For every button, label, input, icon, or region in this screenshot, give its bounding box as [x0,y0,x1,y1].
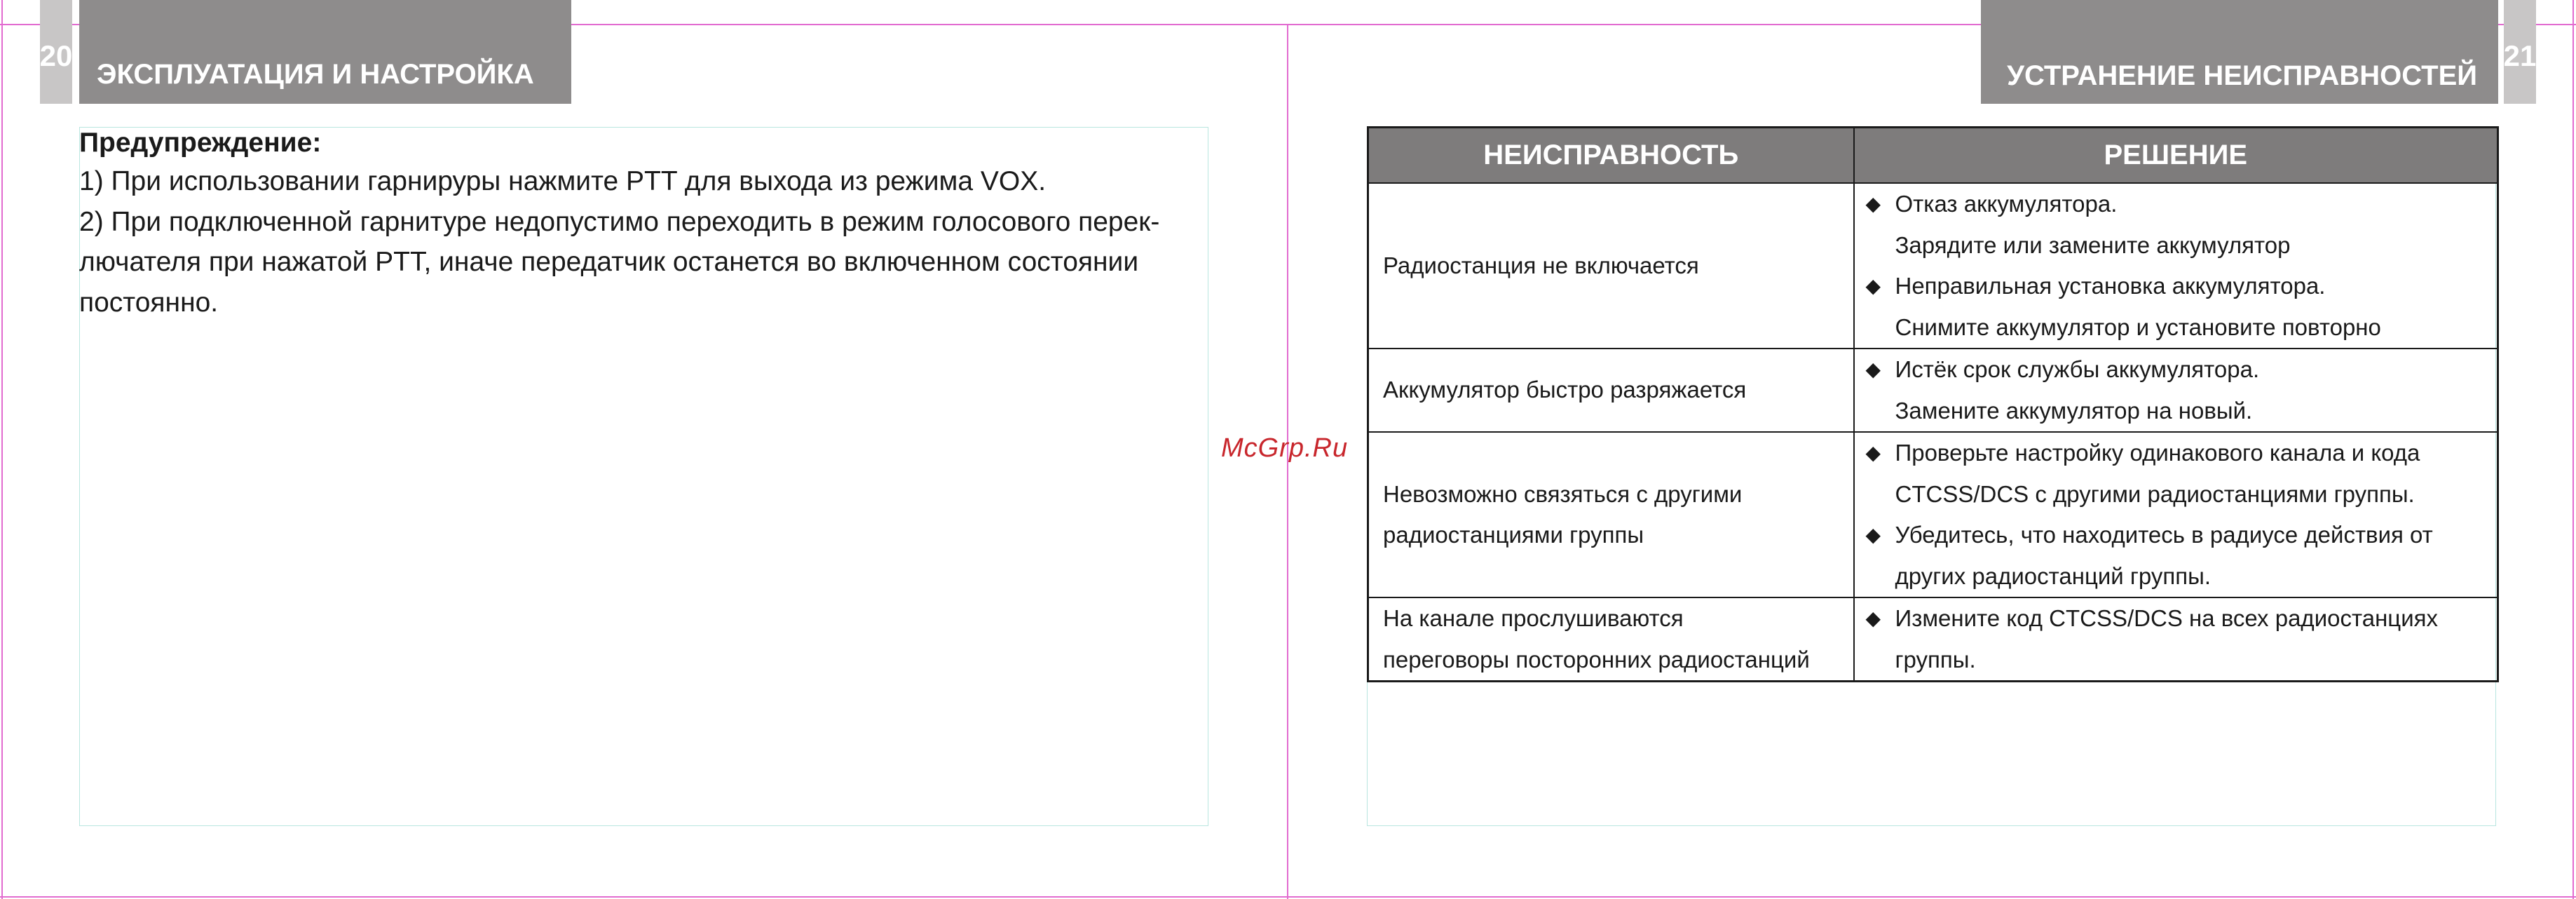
header-fault: НЕИСПРАВНОСТЬ [1368,128,1854,184]
diamond-bullet-icon: ◆ [1865,358,1881,380]
solution-line: Замените аккумулятор на новый. [1895,397,2253,424]
solution-line: группы. [1895,646,1976,672]
left-header-tab [79,0,571,104]
solution-cell [1854,183,2498,349]
diamond-bullet-icon: ◆ [1865,607,1881,629]
problem-cell [1368,183,1854,349]
problem-text: переговоры посторонних радиостанций [1383,646,1810,672]
right-page-number: 21 [2504,0,2536,104]
left-header-title: ЭКСПЛУАТАЦИЯ И НАСТРОЙКА [97,59,534,90]
solution-line: CTCSS/DCS с другими радиостанциями группы. [1895,480,2415,507]
problem-text: На канале прослушиваются [1383,605,1684,631]
problem-cell [1368,597,1854,682]
solution-line: ◆ Истёк срок службы аккумулятора. [1866,349,2497,391]
left-page-number: 20 [40,0,72,104]
diamond-bullet-icon: ◆ [1865,442,1881,464]
diamond-bullet-icon: ◆ [1865,275,1881,297]
trim-line-left [1,0,3,899]
table-row [1368,597,2498,682]
solution-cell [1854,349,2498,432]
warning-paragraph-2c: постоянно. [79,287,219,318]
solution-line: ◆ Отказ аккумулятора. [1866,184,2497,225]
problem-text: Радиостанция не включается [1383,252,1699,278]
warning-block [79,125,1285,323]
solution-line: Зарядите или замените аккумулятор [1895,231,2291,258]
solution-cell [1854,432,2498,597]
problem-cell [1368,432,1854,597]
diamond-bullet-icon: ◆ [1865,193,1881,215]
trim-line-right [2572,0,2574,899]
table-row [1368,432,2498,597]
problem-text: Аккумулятор быстро разряжается [1383,377,1747,403]
table-header-row [1368,128,2498,184]
header-solution: РЕШЕНИЕ [1854,128,2498,184]
problem-cell [1368,349,1854,432]
warning-title: Предупреждение: [79,128,322,158]
right-header-title: УСТРАНЕНИЕ НЕИСПРАВНОСТЕЙ [2007,60,2477,91]
solution-line: ◆ Убедитесь, что находитесь в радиусе действия от [1866,515,2497,556]
solution-cell [1854,597,2498,682]
solution-line: ◆ Проверьте настройку одинакового канала и кода [1866,433,2497,474]
table-row [1368,349,2498,432]
problem-text: Невозможно связяться с другими [1383,480,1743,507]
watermark: McGrp.Ru [1221,433,1349,463]
warning-paragraph-1: 1) При использовании гарнируры нажмите PTT для выхода из режима VOX. [79,166,1047,196]
right-header-tab [1981,0,2498,104]
solution-line: ◆ Неправильная установка аккумулятора. [1866,266,2497,307]
table-row [1368,183,2498,349]
warning-paragraph-2a: 2) При подключенной гарнитуре недопустимо переходить в режим голосового перек- [79,206,1160,237]
warning-paragraph-2b: лючателя при нажатой PTT, иначе передатчик останется во включенном состоянии [79,247,1139,277]
problem-text: радиостанциями группы [1383,522,1644,548]
solution-line: других радиостанций группы. [1895,562,2212,589]
troubleshooting-table [1367,126,2499,682]
diamond-bullet-icon: ◆ [1865,524,1881,546]
solution-line: ◆ Измените код CTCSS/DCS на всех радиостанциях [1866,598,2497,640]
solution-line: Снимите аккумулятор и установите повторно [1895,313,2381,340]
